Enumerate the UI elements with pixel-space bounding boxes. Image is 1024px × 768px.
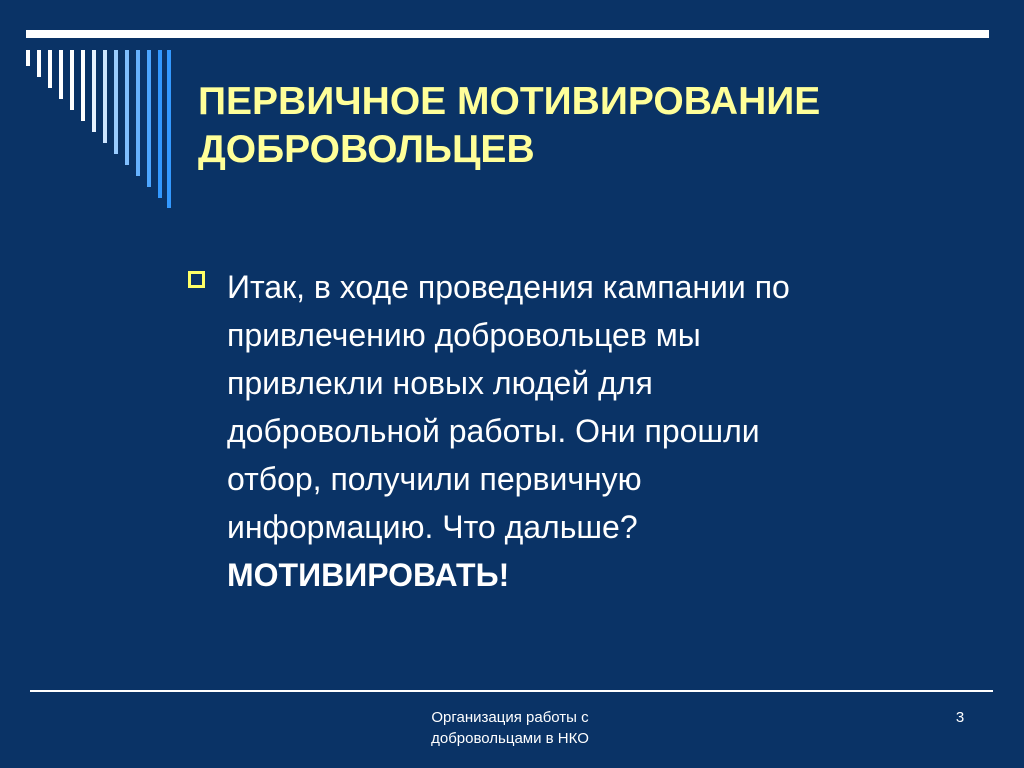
slide-title-line: ПЕРВИЧНОЕ МОТИВИРОВАНИЕ [198,80,821,123]
bullet-line: привлекли новых людей для [227,365,653,401]
bullet-line: Итак, в ходе проведения кампании по [227,269,790,305]
decorative-stripe [103,50,107,143]
bullet-line: информацию. Что дальше? [227,509,638,545]
bullet-text [227,263,947,599]
decorative-stripe [59,50,63,99]
slide-title-line: ДОБРОВОЛЬЦЕВ [198,128,535,171]
bullet-line: отбор, получили первичную [227,461,642,497]
bullet-item [188,263,948,599]
decorative-stripe [81,50,85,121]
decorative-stripe [167,50,171,208]
footer-caption-line: Организация работы с [431,709,589,726]
decorative-stripe [147,50,151,187]
decorative-stripe [125,50,129,165]
decorative-stripe [37,50,41,77]
bullet-line: добровольной работы. Они прошли [227,413,760,449]
decorative-stripe [114,50,118,154]
decorative-stripe [158,50,162,198]
hollow-square-icon [188,271,205,288]
decorative-stripe [48,50,52,88]
top-divider-line [26,30,989,38]
decorative-stripes [26,50,171,210]
decorative-stripe [70,50,74,110]
decorative-stripe [92,50,96,132]
footer-divider-line [30,690,993,692]
decorative-stripe [26,50,30,66]
slide-number: 3 [955,709,965,726]
decorative-stripe [136,50,140,176]
footer-caption [395,707,625,749]
slide-title [198,78,978,174]
bullet-emphasis: МОТИВИРОВАТЬ! [227,557,510,593]
footer-caption-line: добровольцами в НКО [431,730,589,747]
bullet-line: привлечению добровольцев мы [227,317,701,353]
